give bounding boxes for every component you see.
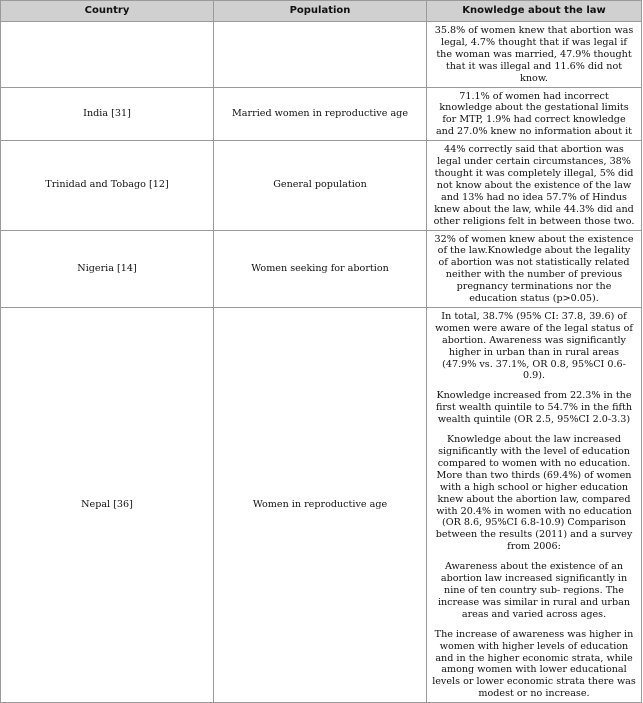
table-row [1,230,642,307]
header-population: Population [214,1,427,22]
table-row [1,87,642,141]
country-cell: Nigeria [14] [1,230,214,307]
table-row [1,141,642,230]
knowledge-cell [427,307,642,702]
knowledge-text: Knowledge increased from 22.3% in the first wealth quintile to 54.7% in the fifth wealth quintile (OR 2.5, 95%CI 2.0-3.3) [435,390,633,426]
knowledge-text: Awareness about the existence of an abortion law increased significantly in nine of ten country sub- regions. The increase was similar in rural and urban areas and varied across ages. [437,561,631,620]
knowledge-text: 35.8% of women knew that abortion was legal, 4.7% thought that if was legal if the woman was married, 47.9% thought that it was illegal and 11.6% did not know. [434,25,634,84]
knowledge-cell [427,87,642,141]
country-cell: Trinidad and Tobago [12] [1,141,214,230]
knowledge-cell [427,230,642,307]
knowledge-text: 44% correctly said that abortion was legal under certain circumstances, 38% thought it was completely illegal, 5% did not know about the existence of the law and 13% had no idea 57.7% of Hindus knew about the law, while 44.3% did and other religions felt in between those two. [433,144,635,227]
table-row [1,307,642,702]
country-cell: Nepal [36] [1,307,214,702]
header-knowledge: Knowledge about the law [427,1,642,22]
header-country: Country [1,1,214,22]
knowledge-text: 32% of women knew about the existence of the law.Knowledge about the legality of abortion was not statistically related neither with the number of previous pregnancy terminations nor the education status (p>0.05). [434,233,634,305]
knowledge-text: 71.1% of women had incorrect knowledge about the gestational limits for MTP, 1.9% had correct knowledge and 27.0% knew no information about it [435,90,633,138]
knowledge-text: Knowledge about the law increased significantly with the level of education compared to women with no education. More than two thirds (69.4%) of women with a high school or higher education knew about the abortion law, compared with 20.4% in women with no education (OR 8.6, 95%CI 6.8-10.9) Comparison between the results (2011) and a survey from 2006: [435,434,633,553]
header-row [1,1,642,22]
country-cell [1,22,214,88]
population-cell: Women seeking for abortion [214,230,427,307]
knowledge-text: In total, 38.7% (95% CI: 37.8, 39.6) of women were aware of the legal status of abortion. Awareness was significantly higher in urban than in rural areas (47.9% vs. 37.1%, OR 0.8, 95%CI 0.6-0.9). [435,310,633,382]
population-cell: Women in reproductive age [214,307,427,702]
population-cell: General population [214,141,427,230]
knowledge-cell [427,141,642,230]
population-cell [214,22,427,88]
population-cell: Married women in reproductive age [214,87,427,141]
country-cell: India [31] [1,87,214,141]
knowledge-text: The increase of awareness was higher in women with higher levels of education and in the higher economic strata, while among women with lower educational levels or lower economic strata there was modest or no increase. [432,628,636,700]
table-row [1,22,642,88]
knowledge-cell [427,22,642,88]
